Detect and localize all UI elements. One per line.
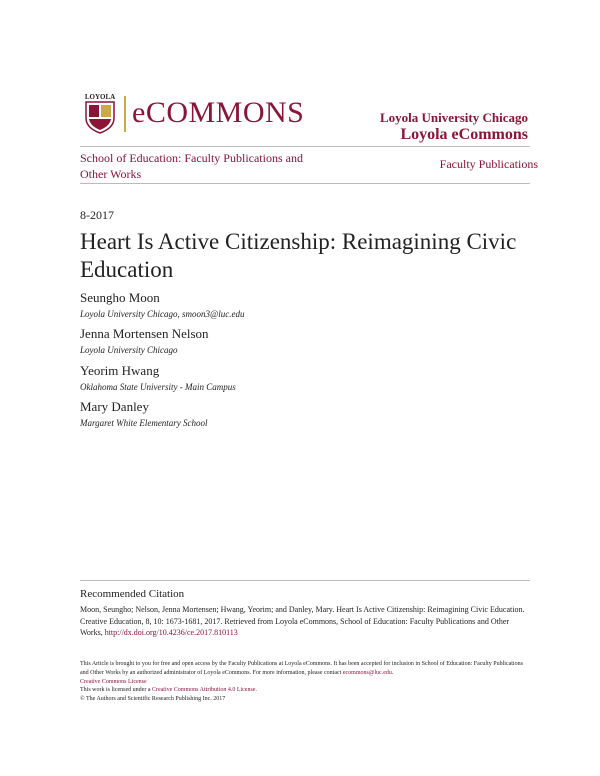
divider [80,146,530,147]
loyola-logo[interactable] [80,92,120,134]
footer-notice: This Article is brought to you for free and open access by the Faculty Publications at Loyola eCommons. It has been accepted for inclusion in School of Education: Faculty Publications and Other Works by an authorized administrator of Loyola eCommons. For more information, please contact ecommons@luc.edu. Creative Commons License This work is licensed under a Creative Commons Attribution 4.0 License. © The Authors and Scientific Research Publishing Inc. 2017 [80,660,530,704]
author-affiliation: Margaret White Elementary School [80,418,208,428]
institution-block[interactable] [380,110,528,144]
paper-title: Heart Is Active Citizenship: Reimagining Civic Education [80,229,517,282]
cc-by-license-link[interactable]: Creative Commons Attribution 4.0 License. [151,687,257,694]
doi-link[interactable]: http://dx.doi.org/10.4236/ce.2017.810113 [104,628,238,637]
citation-text [80,604,530,639]
copyright-notice: © The Authors and Scientific Research Publishing Inc. 2017 [80,696,226,703]
author-name: Yeorim Hwang [80,363,160,378]
author-entry [80,363,236,392]
ecommons-brand[interactable]: eCOMMONS [132,96,305,129]
license-prefix: This work is licensed under a [80,687,151,694]
institution-name[interactable]: Loyola University Chicago [379,110,528,125]
author-entry [80,326,209,355]
logo-text: LOYOLA [84,93,116,101]
publication-date: 8-2017 [80,208,114,222]
author-affiliation: Loyola University Chicago, smoon3@luc.edu [80,309,245,319]
creative-commons-license-link[interactable]: Creative Commons License [80,678,147,685]
contact-email-link[interactable]: ecommons@luc.edu [342,669,392,676]
author-affiliation: Loyola University Chicago [80,345,178,355]
access-notice: This Article is brought to you for free and open access by the Faculty Publications at Loyola eCommons. It has been accepted for inclusion in School of Education: Faculty Publications and Other Works by an authorized administrator of Loyola eCommons. For more information, please contact [80,661,523,676]
series-link[interactable]: School of Education: Faculty Publications and Other Works [80,151,303,181]
author-name: Jenna Mortensen Nelson [80,326,209,341]
citation-heading: Recommended Citation [80,588,185,600]
author-affiliation: Oklahoma State University - Main Campus [80,382,236,392]
divider [80,183,530,184]
author-name: Seungho Moon [80,290,160,305]
author-name: Mary Danley [80,399,149,414]
author-entry [80,290,245,319]
collection-link[interactable]: Faculty Publications [439,157,538,171]
logo-divider [124,96,126,132]
divider [80,580,530,581]
repository-name[interactable]: Loyola eCommons [400,126,528,143]
author-entry [80,399,208,428]
citation-body: Moon, Seungho; Nelson, Jenna Mortensen; Hwang, Yeorim; and Danley, Mary. Heart Is Active Citizenship: Reimagining Civic Education. Creative Education, 8, 10: 1673-1681, 2017. Retrieved from Loyola eCommons, School of Education: Faculty Publications and Other Works, [80,605,525,637]
